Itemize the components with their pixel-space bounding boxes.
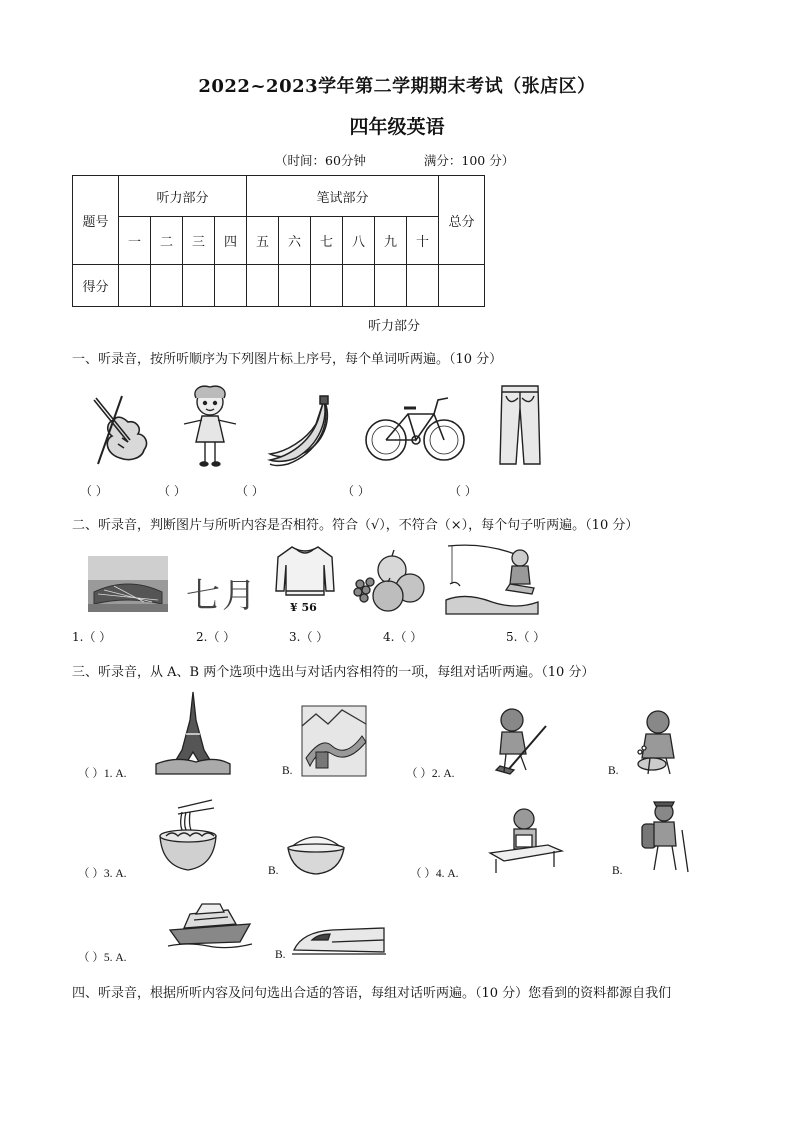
q2-blank[interactable]: 2.（ ）	[196, 630, 236, 644]
exam-full-score: 满分：100 分）	[423, 153, 515, 168]
score-cell[interactable]	[183, 265, 215, 307]
question-1-text: 一、听录音，按所听顺序为下列图片标上序号，每个单词听两遍。（10 分）	[72, 352, 503, 367]
question-4-text: 四、听录音，根据所听内容及问句选出合适的答语，每组对话听两遍。（10 分）您看到的资料都源自我们	[72, 986, 672, 1001]
price-text: ¥ 56	[290, 601, 317, 614]
q1-blank[interactable]: （ ）	[80, 484, 108, 498]
score-cell[interactable]	[375, 265, 407, 307]
rice-bowl-image	[286, 832, 346, 876]
question-3-text: 三、听录音，从 A、B 两个选项中选出与对话内容相符的一项，每组对话听两遍。（10 分）	[72, 665, 595, 680]
q3-item-3-label[interactable]: （ ）3. A.	[78, 868, 127, 880]
q2-blank[interactable]: 4.（ ）	[383, 630, 423, 644]
q3-item-2-b[interactable]: B.	[608, 765, 619, 777]
q3-item-5-b[interactable]: B.	[275, 949, 286, 961]
score-cell[interactable]	[151, 265, 183, 307]
total-header: 总分	[439, 176, 485, 265]
q2-blank[interactable]: 1.（ ）	[72, 630, 112, 644]
q3-item-5-label[interactable]: （ ）5. A.	[78, 952, 127, 964]
score-cell[interactable]	[407, 265, 439, 307]
section-number: 三	[183, 217, 215, 265]
train-image	[292, 922, 386, 956]
boy-washing-image	[634, 708, 682, 776]
calendar-july-text: 七月	[186, 576, 258, 616]
section-number: 九	[375, 217, 407, 265]
eiffel-tower-image	[156, 690, 230, 774]
q3-item-4-label[interactable]: （ ）4. A.	[410, 868, 459, 880]
q3-item-2-label[interactable]: （ ）2. A.	[406, 768, 455, 780]
banana-image	[266, 396, 338, 466]
q3-item-4-b[interactable]: B.	[612, 865, 623, 877]
fishing-boy-image	[446, 544, 538, 614]
girl-image	[180, 384, 240, 468]
q1-blank[interactable]: （ ）	[158, 484, 186, 498]
section-number: 七	[311, 217, 343, 265]
fruits-image	[350, 548, 428, 614]
section-number: 六	[279, 217, 311, 265]
q3-item-3-b[interactable]: B.	[268, 865, 279, 877]
q2-blank[interactable]: 3.（ ）	[289, 630, 329, 644]
section-number: 一	[119, 217, 151, 265]
great-wall-image	[302, 706, 366, 776]
q1-blank[interactable]: （ ）	[236, 484, 264, 498]
section-number: 二	[151, 217, 183, 265]
ship-image	[168, 900, 252, 950]
boy-reading-image	[488, 805, 564, 875]
exam-meta	[275, 151, 514, 169]
q1-blank[interactable]: （ ）	[342, 484, 370, 498]
q3-item-1-label[interactable]: （ ）1. A.	[78, 768, 127, 780]
q1-blank[interactable]: （ ）	[449, 484, 477, 498]
q3-item-1-b[interactable]: B.	[282, 765, 293, 777]
score-table	[72, 175, 485, 307]
score-cell[interactable]	[119, 265, 151, 307]
section-number: 十	[407, 217, 439, 265]
violin-image	[84, 392, 156, 468]
section-number: 八	[343, 217, 375, 265]
score-cell[interactable]	[439, 265, 485, 307]
q2-blank[interactable]: 5.（ ）	[506, 630, 546, 644]
hiker-image	[634, 800, 692, 874]
score-cell[interactable]	[215, 265, 247, 307]
section-number: 四	[215, 217, 247, 265]
listening-heading: 听力部分	[368, 319, 421, 334]
row-label-score: 得分	[73, 265, 119, 307]
exam-subtitle: 四年级英语	[349, 116, 445, 138]
question-2-text: 二、听录音，判断图片与所听内容是否相符。符合（√），不符合（×），每个句子听两遍。（10 分）	[72, 518, 639, 533]
score-cell[interactable]	[311, 265, 343, 307]
row-label-number: 题号	[73, 176, 119, 265]
noodles-image	[158, 800, 218, 876]
section-number: 五	[247, 217, 279, 265]
listening-header: 听力部分	[119, 176, 247, 217]
exam-time: （时间：60分钟	[275, 153, 366, 168]
jeans-image	[496, 384, 544, 466]
exam-title: 2022~2023学年第二学期期末考试（张店区）	[198, 76, 596, 97]
score-cell[interactable]	[279, 265, 311, 307]
score-cell[interactable]	[247, 265, 279, 307]
boy-sweeping-image	[486, 706, 554, 774]
bicycle-image	[364, 392, 468, 464]
sweater-image	[274, 545, 336, 605]
stadium-image	[88, 556, 168, 612]
score-cell[interactable]	[343, 265, 375, 307]
writing-header: 笔试部分	[247, 176, 439, 217]
